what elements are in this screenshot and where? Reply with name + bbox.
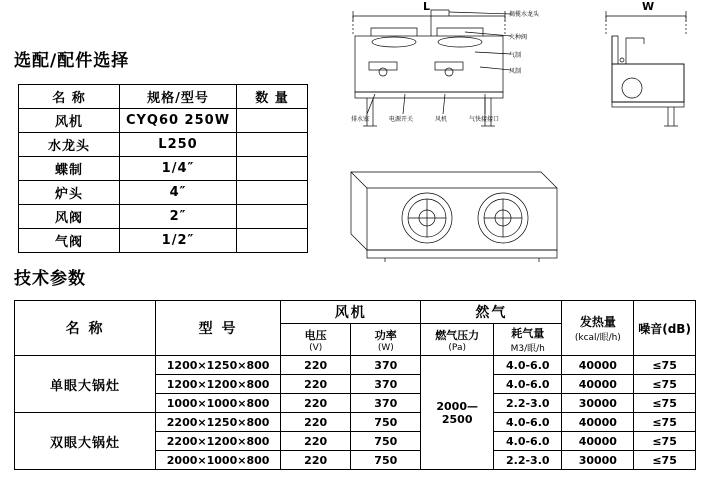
side-elevation-svg: [592, 2, 702, 138]
spec-noise: ≤75: [634, 375, 696, 394]
dimension-label-L: L: [423, 0, 431, 13]
option-name: 炉头: [19, 181, 120, 205]
spec-header-fan: 风机: [281, 301, 421, 324]
option-qty: [237, 109, 308, 133]
spec-gas-usage: 4.0-6.0: [494, 356, 562, 375]
table-row: [19, 229, 308, 253]
drawing-side-elevation: [592, 2, 702, 138]
spec-heat: 40000: [562, 356, 634, 375]
option-qty: [237, 181, 308, 205]
spec-header-name: 名 称: [15, 301, 156, 356]
spec-header-heat-unit: (kcal/眼/h): [574, 333, 621, 343]
callout-faucet: 揭揽水龙头: [509, 11, 540, 18]
spec-subheader-gas-pressure-unit: (Pa): [448, 342, 466, 353]
page-title-options: 选配/配件选择: [14, 51, 130, 71]
option-name: 蝶制: [19, 157, 120, 181]
table-row: [19, 133, 308, 157]
spec-model: 1200×1250×800: [156, 356, 281, 375]
spec-subheader-voltage-label: 电压: [304, 328, 327, 342]
spec-name: 单眼大锅灶: [15, 356, 156, 413]
spec-subheader-power: [351, 324, 421, 356]
callout-air-control: 风制: [509, 68, 522, 75]
option-spec: CYQ60 250W: [120, 109, 237, 133]
spec-heat: 30000: [562, 394, 634, 413]
table-row-header: [15, 301, 696, 324]
spec-model: 2200×1200×800: [156, 432, 281, 451]
spec-power: 370: [351, 356, 421, 375]
dimension-label-W: W: [642, 0, 655, 13]
spec-heat: 40000: [562, 413, 634, 432]
option-qty: [237, 133, 308, 157]
spec-heat: 30000: [562, 451, 634, 470]
spec-model: 1000×1000×800: [156, 394, 281, 413]
drawing-top-view: [345, 158, 565, 268]
option-name: 风阀: [19, 205, 120, 229]
options-table: [18, 84, 308, 253]
spec-gas-pressure: 2000—2500: [421, 356, 494, 470]
spec-heat: 40000: [562, 375, 634, 394]
table-row: [19, 181, 308, 205]
option-spec: 1/4″: [120, 157, 237, 181]
spec-gas-usage: 4.0-6.0: [494, 413, 562, 432]
spec-header-gas: 然气: [421, 301, 562, 324]
callout-power-switch: 电源开关: [389, 116, 414, 123]
spec-model: 2000×1000×800: [156, 451, 281, 470]
option-name: 风机: [19, 109, 120, 133]
spec-subheader-gas-usage-unit: M3/眼/h: [510, 344, 545, 354]
option-name: 水龙头: [19, 133, 120, 157]
table-row: [19, 205, 308, 229]
page-title-specs: 技术参数: [14, 269, 86, 289]
option-name: 气阀: [19, 229, 120, 253]
callout-drain-plug: 排水塞: [351, 116, 370, 123]
spec-gas-usage: 4.0-6.0: [494, 375, 562, 394]
option-qty: [237, 229, 308, 253]
table-row: [15, 356, 696, 375]
spec-subheader-power-unit: (W): [377, 342, 394, 353]
spec-power: 370: [351, 394, 421, 413]
spec-model: 1200×1200×800: [156, 375, 281, 394]
option-spec: 1/2″: [120, 229, 237, 253]
spec-header-model: 型 号: [156, 301, 281, 356]
spec-voltage: 220: [281, 432, 351, 451]
spec-noise: ≤75: [634, 394, 696, 413]
option-qty: [237, 205, 308, 229]
spec-gas-usage: 4.0-6.0: [494, 432, 562, 451]
spec-gas-usage: 2.2-3.0: [494, 451, 562, 470]
spec-gas-usage: 2.2-3.0: [494, 394, 562, 413]
table-row: [15, 413, 696, 432]
spec-voltage: 220: [281, 451, 351, 470]
specs-table: [14, 300, 696, 470]
front-elevation-svg: [345, 2, 560, 150]
spec-power: 750: [351, 432, 421, 451]
spec-noise: ≤75: [634, 413, 696, 432]
spec-voltage: 220: [281, 413, 351, 432]
spec-subheader-gas-usage-label: 耗气量: [511, 327, 545, 340]
drawing-front-elevation: [345, 2, 560, 150]
spec-voltage: 220: [281, 394, 351, 413]
spec-name: 双眼大锅灶: [15, 413, 156, 470]
spec-model: 2200×1250×800: [156, 413, 281, 432]
callout-gas-quick-connector: 气快接接口: [469, 116, 500, 123]
spec-noise: ≤75: [634, 432, 696, 451]
spec-noise: ≤75: [634, 356, 696, 375]
spec-header-heat: [562, 301, 634, 356]
spec-subheader-voltage-unit: (V): [309, 342, 323, 353]
spec-header-noise: 噪音(dB): [634, 301, 696, 356]
callout-pilot-valve: 火种阀: [509, 34, 528, 41]
callout-fan: 风机: [435, 116, 448, 123]
spec-subheader-voltage: [281, 324, 351, 356]
options-header-spec: 规格/型号: [120, 85, 237, 109]
options-header-qty: 数 量: [237, 85, 308, 109]
spec-voltage: 220: [281, 375, 351, 394]
spec-subheader-gas-usage: [494, 324, 562, 356]
spec-subheader-power-label: 功率: [374, 328, 397, 342]
table-row-header: [19, 85, 308, 109]
options-header-name: 名 称: [19, 85, 120, 109]
option-qty: [237, 157, 308, 181]
option-spec: 2″: [120, 205, 237, 229]
callout-gas-control: 气制: [509, 52, 522, 59]
spec-noise: ≤75: [634, 451, 696, 470]
spec-power: 750: [351, 413, 421, 432]
spec-header-heat-label: 发热量: [579, 315, 616, 329]
top-view-svg: [345, 158, 565, 268]
option-spec: 4″: [120, 181, 237, 205]
table-row: [19, 109, 308, 133]
spec-power: 370: [351, 375, 421, 394]
spec-subheader-gas-pressure-label: 燃气压力: [435, 328, 480, 342]
spec-heat: 40000: [562, 432, 634, 451]
spec-voltage: 220: [281, 356, 351, 375]
table-row: [19, 157, 308, 181]
spec-power: 750: [351, 451, 421, 470]
spec-subheader-gas-pressure: [421, 324, 494, 356]
option-spec: L250: [120, 133, 237, 157]
